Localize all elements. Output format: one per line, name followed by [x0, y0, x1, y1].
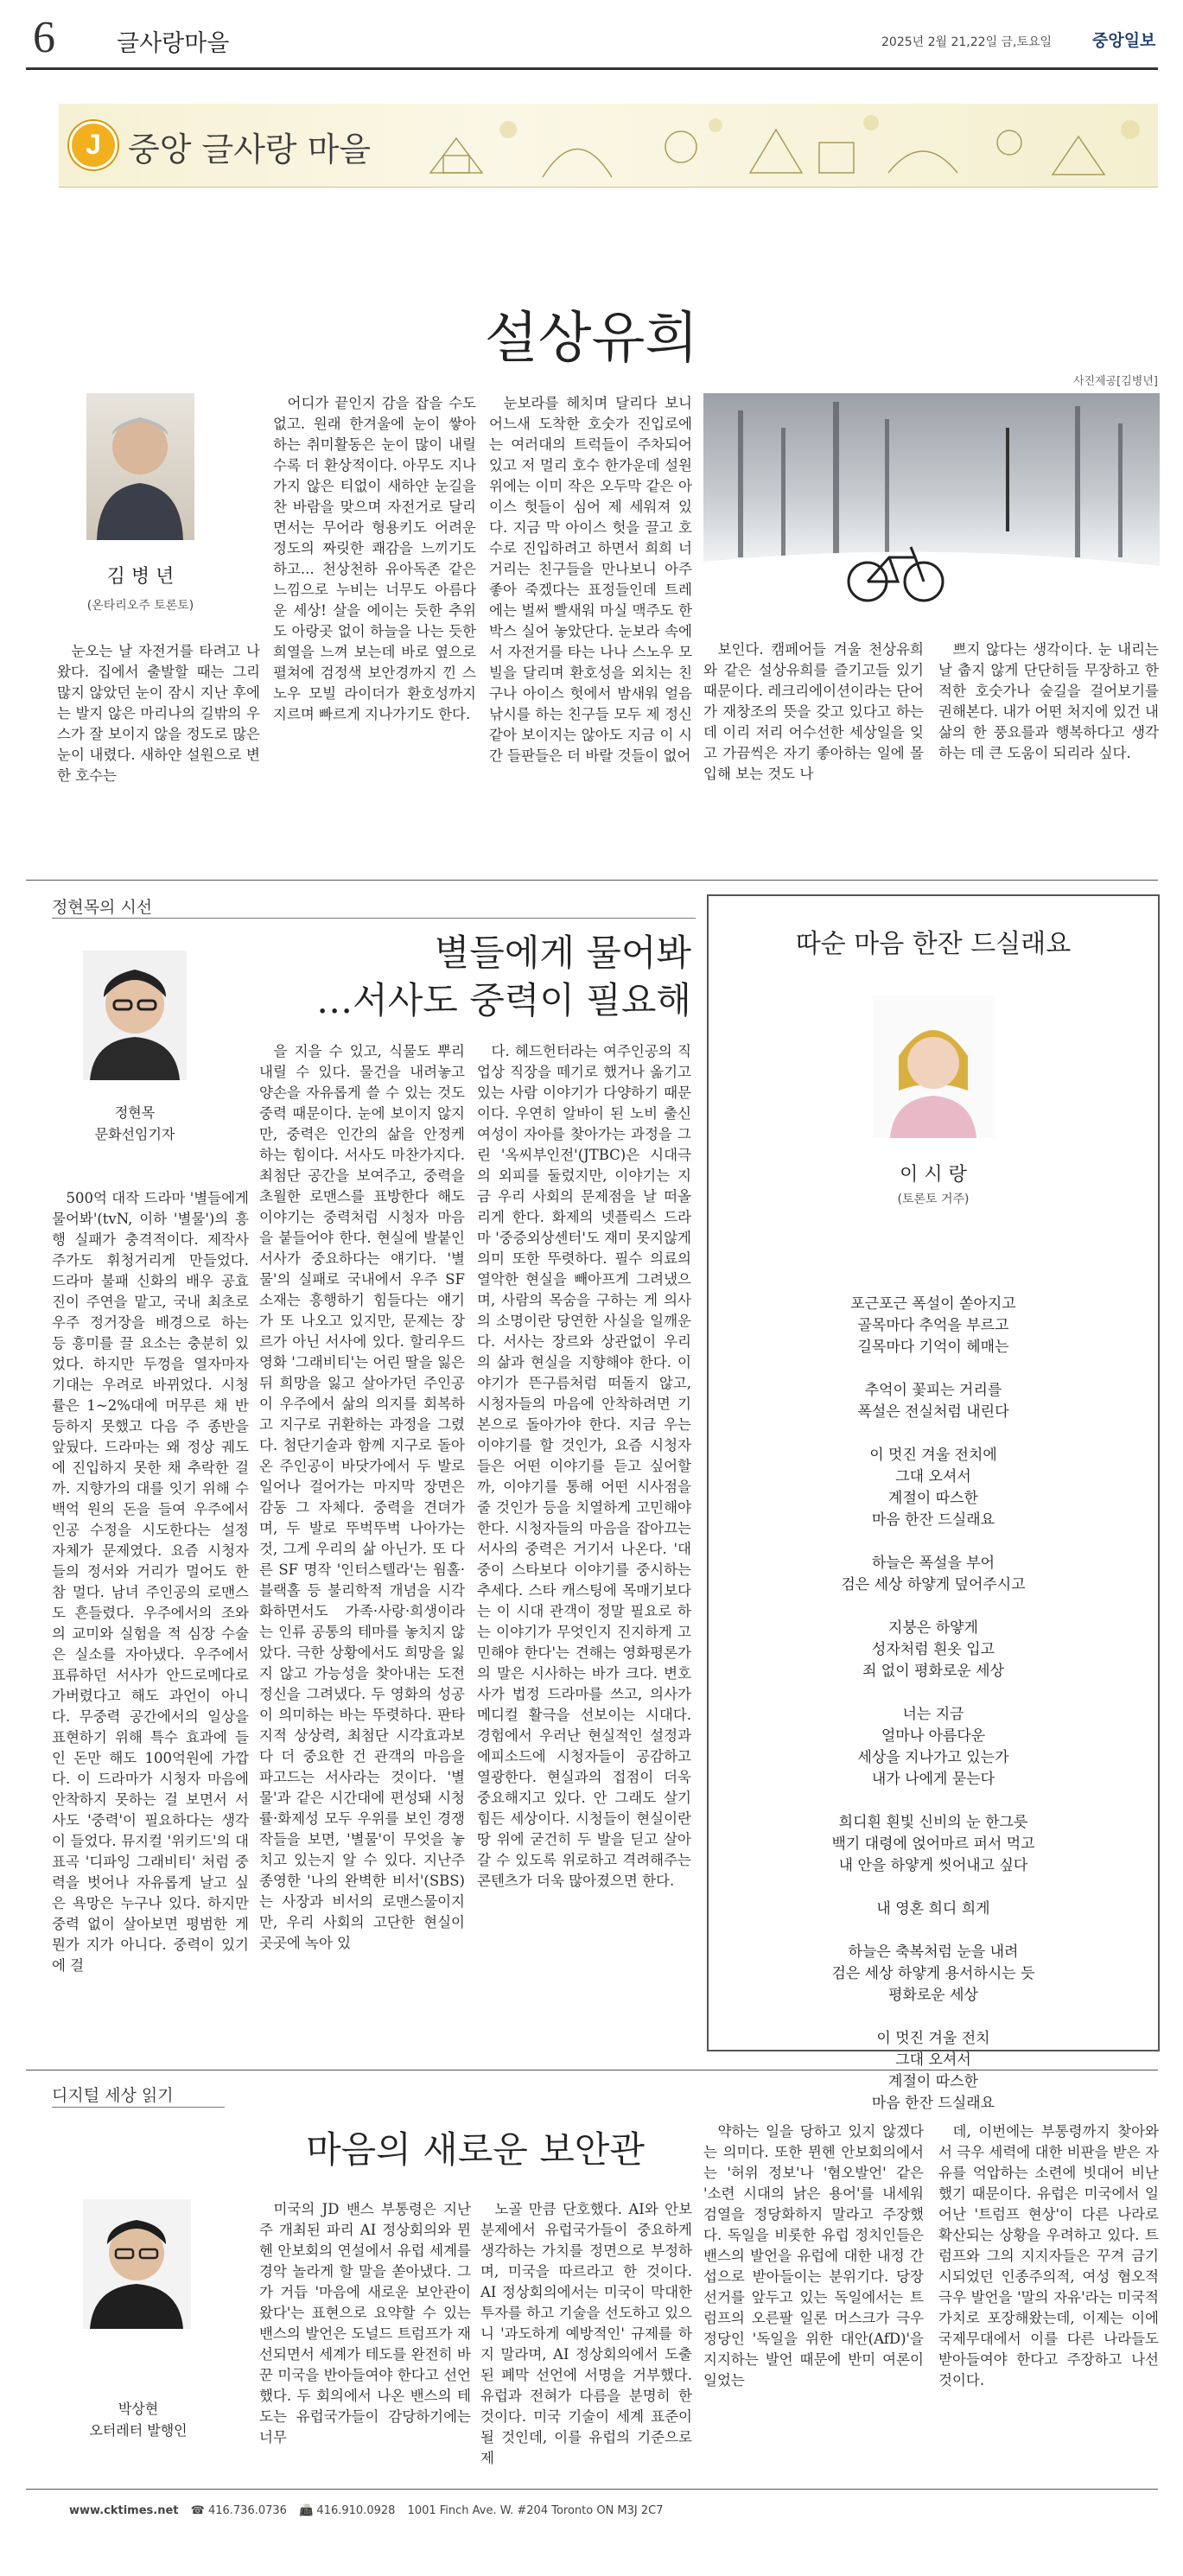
poem-line: 폭설은 전실처럼 내린다	[857, 1403, 1009, 1421]
article1-col4: 보인다. 캠페어들 겨울 천상유희와 같은 설상유희를 즐기고들 있기 때문이다. 레크리에이션이라는 단어가 재창조의 뜻을 갖고 있다고 하는데 이리 저리 어수선한 세상일을 잊고 가끔씩은 자기 좋아하는 일에 몰입해 보는 것도 나	[703, 641, 924, 782]
article1-author-photo	[86, 393, 194, 540]
poem-line: 계절이 따스한	[888, 1490, 978, 1507]
banner-title: 중앙 글사랑 마을	[128, 130, 372, 169]
article2-column-name: 정현목의 시선	[52, 898, 153, 917]
poem-line: 마음 한잔 드실래요	[871, 1511, 995, 1529]
poem-line: 추억이 꽃피는 거리를	[864, 1382, 1002, 1399]
poem-line: 내 안을 하얗게 씻어내고 싶다	[838, 1857, 1028, 1874]
article3-author-photo	[83, 2199, 191, 2329]
article1-photo-credit: 사진제공[김병년]	[1072, 375, 1158, 388]
poem-line: 이 멋진 겨울 전치	[876, 2030, 990, 2047]
article2-col2: 을 지을 수 있고, 식물도 뿌리 내릴 수 있다. 물건을 내려놓고 양손을 자유롭게 쓸 수 있는 것도 중력 때문이다. 눈에 보이지 않지만, 중력은 인간의 삶을 안정케 하는 힘이다. 서사도 마찬가지다. 최첨단 공간을 보여주고, 중력을 초월한 로맨스를 표방한다 해도 이야기는 중력처럼 시청자 마음을 붙들어야 한다. 현실에 발붙인 서사가 중요하다는 얘기다. '별물'의 실패로 국내에서 우주 SF 소재는 흥행하기 힘들다는 얘기가 또 나오고 있지만, 문제는 장르가 아닌 서사에 있다. 할리우드 영화 '그래비티'는 어린 딸을 잃은 뒤 희망을 잃고 살아가던 주인공이 우주에서 삶의 의지를 회복하고 지구로 귀환하는 과정을 그렸다. 첨단기술과 함께 지구로 돌아온 주인공이 바닷가에서 두 발로 일어나 걸어가는 마지막 장면은 감동 그 자체다. 중력을 견뎌가며, 두 발로 뚜벅뚜벅 나아가는 것, 그게 우리의 삶 아닌가. 또 다른 SF 명작 '인터스텔라'는 웜홀·블랙홀 등 불리학적 개념을 시각화하면서도 가족·사랑·희생이라는 인류 공통의 테마를 놓치지 않았다. 극한 상황에서도 희망을 잃지 않고 가능성을 찾아내는 도전 정신을 그려냈다. 두 영화의 성공이 의미하는 바는 뚜렷하다. 판타지적 상상력, 최첨단 시각효과보다 더 중요한 건 관객의 마음을 파고드는 서사라는 것이다. '별물'과 같은 시간대에 편성돼 시청률·화제성 모두 우위를 보인 경쟁작들을 보면, '별물'이 무엇을 놓치고 있는지 알 수 있다. 지난주 종영한 '나의 완벽한 비서'(SBS)는 사장과 비서의 로맨스물이지만, 우리 사회의 고단한 현실이 곳곳에 녹아 있	[259, 1043, 465, 1951]
article1-title: 설상유희	[484, 307, 699, 371]
article2-col1: 500억 대작 드라마 '별들에게 물어봐'(tvN, 이하 '별물')의 흥행 실패가 충격적이다. 제작사 주가도 휘청거리게 만들었다. 드라마 불패 신화의 배우 공효진이 주연을 맡고, 국내 최초로 우주 정거장을 배경으로 하는 등 흥미를 끌 요소는 충분히 있었다. 하지만 두껑을 열자마자 기대는 우려로 바뀌었다. 시청률은 1~2%대에 머무른 채 반등하지 못했고 다음 주 종반을 앞뒀다. 드라마는 왜 정상 궤도에 진입하지 못한 채 추락한 걸까. 지향가의 대를 잇기 위해 수백억 원의 돈을 들여 우주에서 인공 수정을 시도한다는 설정 자체가 문제였다. 요즘 시청자들의 정서와 거리가 멀어도 한참 멀다. 남녀 주인공의 로맨스도 흔들렸다. 우주에서의 조와의 교미와 실험을 적 심장 수술은 실소를 자아냈다. 우주에서 표류하던 서사가 안드로메다로 가버렸다고 해도 과언이 아니다. 무중력 공간에서의 일상을 표현하기 위해 특수 효과에 들인 돈만 해도 100억원에 가깝다. 이 드라마가 시청자 마음에 안착하지 못하는 걸 보면서 서사도 '중력'이 필요하다는 생각이 들었다. 뮤지컬 '위키드'의 대표곡 '디파잉 그래비티' 처럼 중력을 벗어나 자유롭게 날고 싶은 욕망은 누구나 있다. 하지만 중력 없이 살아보면 평범한 게 뭔가 지가 아니다. 중력이 있기에 걸	[52, 1190, 249, 1974]
article3-column-rule	[52, 2107, 225, 2108]
section-name: 글사랑마을	[117, 30, 230, 57]
poem-line: 성자처럼 흰옷 입고	[871, 1641, 995, 1658]
poem-line: 지붕은 하얗게	[888, 1619, 978, 1637]
poem-line: 얼마나 아름다운	[881, 1727, 986, 1745]
article2-column-rule	[52, 918, 696, 919]
poem-line: 하늘은 축복처럼 눈을 내려	[848, 1943, 1019, 1961]
poem-author-photo	[873, 995, 994, 1138]
page-header	[17, 12, 1167, 64]
poem-stanza	[743, 1294, 1123, 1358]
article3-col4: 데, 이번에는 부통령까지 찾아와서 극우 세력에 대한 비판을 받은 자유를 억압하는 소련에 빗대어 비난했기 때문이다. 유럽은 미국에서 일어난 '트럼프 현상'이 다른 나라로 확산되는 상황을 우려하고 있다. 트럼프와 그의 지지자들은 꾸겨 금기시되었던 인종주의적, 여성 혐오적 극우 발언을 '말의 자유'라는 미국적 가치로 포장해왔는데, 이제는 이에 국제무대에서 이를 다른 나라들도 받아들여야 한다고 주장하고 나선 것이다.	[938, 2123, 1159, 2388]
banner	[59, 104, 1158, 188]
poem-stanza	[743, 1942, 1123, 2007]
article1-col3: 눈보라를 헤치며 달리다 보니 어느새 도착한 호숫가 진입로에는 여러대의 트럭들이 주차되어 있고 저 멀리 호수 한가운데 설원 위에는 이미 작은 오두막 같은 아이스 헛들이 심어 제 세워져 있다. 지금 막 아이스 헛을 끌고 호수로 진입하려고 하면서 희희 너 거리는 친구들을 만나보니 아주 좋아 죽겠다는 표정들인데 트레에는 벌써 빨새워 마실 맥주도 한 박스 실어 놓았단다. 눈보라 속에서 자전거를 타는 나나 스노우 모빌을 달리며 환호성을 외치는 친구나 아이스 헛에서 밤새워 얼음낚시를 하는 친구들 모두 제 정신 같아 보이지는 않아도 지금 이 시간 들판들은 더 바랄 것들이 없어	[489, 395, 692, 764]
poem-line: 마음 한잔 드실래요	[871, 2095, 995, 2112]
poem-author-role: (토론토 거주)	[897, 1193, 970, 1206]
poem-stanza	[743, 1553, 1123, 1596]
portrait-icon	[873, 995, 994, 1138]
header-paper: 중앙일보	[1092, 31, 1156, 50]
poem-box	[707, 894, 1160, 2112]
article2-author-photo	[83, 951, 187, 1080]
article2-author-name: 정현목	[114, 1104, 156, 1121]
banner-logo	[69, 121, 118, 169]
poem-title: 따순 마음 한잔 드실래요	[795, 929, 1072, 959]
article2-author-role: 문화선임기자	[94, 1126, 175, 1142]
article1-bottom-rule	[26, 880, 1158, 881]
poem-stanza	[743, 1618, 1123, 1682]
article3-title: 마음의 새로운 보안관	[306, 2128, 645, 2171]
article1-col1: 눈오는 날 자전거를 타려고 나왔다. 집에서 출발할 때는 그리 많지 않았던 눈이 잠시 지난 후에는 발지 않은 마리나의 길밖의 우스가 잘 보이지 않을 정도로 많은 눈이 내렸다. 새하얀 설원으로 변한 호수는	[57, 643, 260, 784]
footer-website[interactable]: www.cktimes.net	[69, 2504, 179, 2517]
footer-phone: 416.736.0736	[207, 2504, 287, 2517]
header-date: 2025년 2월 21,22일 금,토요일	[881, 35, 1053, 49]
poem-stanza	[743, 1445, 1123, 1531]
footer-fax: 416.910.0928	[316, 2504, 396, 2517]
poem-line: 하늘은 폭설을 부어	[871, 1555, 995, 1572]
article2-title-line1: 별들에게 물어봐	[434, 932, 691, 974]
portrait-icon	[86, 393, 194, 540]
poem-line: 검은 세상 하얗게 용서하시는 듯	[831, 1965, 1035, 1982]
poem-line: 길목마다 기억이 헤매는	[857, 1339, 1009, 1356]
poem-stanza	[743, 1812, 1123, 1877]
phone-icon: ☎	[190, 2504, 205, 2517]
article3-author-role: 오터레터 발행인	[89, 2422, 188, 2439]
poem-line: 내가 나에게 묻는다	[871, 1771, 995, 1788]
poem-line: 이 멋진 겨울 전치에	[869, 1447, 997, 1464]
article3-column-name: 디지털 세상 읽기	[52, 2086, 174, 2105]
article3-col3: 약하는 일을 당하고 있지 않겠다는 의미다. 또한 뮌헨 안보회의에서는 '허위 정보'나 '혐오발언' 같은 '소련 시대의 낡은 용어'를 내세워 검열을 정당화하지 말라고 주장했다. 독일을 비롯한 유럽 정치인들은 밴스의 발언을 유럽에 대한 내정 간섭으로 받아들이는 분위기다. 당장 선거를 앞두고 있는 독일에서는 트럼프의 오른팔 일론 머스크가 극우 정당인 '독일을 위한 대안(AfD)'을 지지하는 발언 때문에 반미 여론이 일었는	[703, 2123, 924, 2388]
footer-address: 1001 Finch Ave. W. #204 Toronto ON M3J 2C7	[407, 2504, 664, 2517]
poem-line: 포근포근 폭설이 쏟아지고	[850, 1295, 1016, 1313]
poem-stanza	[743, 1380, 1123, 1423]
portrait-icon	[83, 951, 187, 1080]
page-number: 6	[33, 13, 55, 62]
poem-line: 계절이 따스한	[888, 2073, 978, 2090]
poem-stanza	[743, 2028, 1123, 2115]
article3-col1: 미국의 JD 밴스 부통령은 지난주 개최된 파리 AI 정상회의와 뮌헨 안보회의 연설에서 유럽 세계를 경악 놀라게 할 말을 쏟아냈다. 그가 거듭 '마음에 새로운 보안관이 왔다'는 표현으로 요약할 수 있는 밴스의 발언은 도널드 트럼프가 재선되면서 세계가 테도를 완전히 바꾼 미국을 반아들여야 한다고 선언했다. 두 회의에서 나온 밴스의 테도는 유럽국가들이 감당하기에는 너무	[259, 2201, 471, 2446]
poem-line: 평화로운 세상	[888, 1987, 978, 2004]
poem-line: 너는 지금	[902, 1706, 964, 1723]
article1-col5: 쁘지 않다는 생각이다. 눈 내리는 날 춥지 않게 단단히들 무장하고 한적한 호숫가나 숲길을 걸어보기를 권해본다. 내가 어떤 처지에 있건 내 삶의 한 풍요를과 행복하다고 생각하는 데 큰 도움이 되리라 싶다.	[938, 641, 1159, 761]
article1-author-name: 김 병 년	[106, 566, 175, 588]
footer	[69, 2504, 1106, 2517]
article2-title-line2: …서사도 중력이 필요해	[316, 979, 691, 1021]
banner-logo-letter: J	[86, 129, 101, 160]
article1-col2: 어디가 끝인지 감을 잡을 수도 없고. 원래 한겨울에 눈이 쌓아 하는 취미활동은 눈이 많이 내릴수록 더 환상적이다. 아무도 지나가지 않은 티없이 새하얀 눈길을 찬 바람을 맞으며 자전거로 달리면서는 무어라 형용키도 어려운 정도의 짜릿한 쾌감을 느끼기도 하고... 천상천하 유아독존 같은 느낌으로 누비는 너무도 아름다운 세상! 살을 에이는 듯한 추위도 아랑곳 없이 하늘을 나는 듯한 희열을 느껴 보는데 바로 옆으로 펼쳐에 검정색 보안경까지 낀 스노우 모빌 라이더가 환호성까지 지르며 빠르게 지나가기도 한다.	[273, 395, 476, 722]
portrait-icon	[83, 2199, 191, 2329]
snow-bike-illustration	[703, 393, 1160, 627]
poem-line: 희디흰 흰빛 신비의 눈 한그릇	[838, 1814, 1028, 1831]
poem-line: 세상을 지나가고 있는가	[857, 1749, 1009, 1766]
article1-photo	[703, 393, 1160, 627]
poem-line: 내 영혼 희디 희게	[876, 1900, 990, 1918]
poem-body	[743, 1294, 1123, 2136]
article1-author-role: (온타리오주 토론토)	[86, 599, 194, 613]
footer-rule	[26, 2489, 1158, 2490]
header-rule	[26, 67, 1158, 70]
poem-author-name: 이 시 랑	[900, 1164, 967, 1186]
poem-line: 백기 대령에 얹어마르 퍼서 먹고	[831, 1835, 1035, 1853]
article3-author-name: 박상현	[118, 2401, 159, 2417]
poem-line: 그대 오셔서	[895, 1468, 971, 1485]
poem-line: 검은 세상 하얗게 덮어주시고	[841, 1576, 1026, 1593]
poem-line: 골목마다 추억을 부르고	[857, 1317, 1009, 1334]
article3-col2: 노골 만큼 단호했다. AI와 안보 분제에서 유럽국가들이 중요하게 생각하는 가치를 정면으로 부정하며, 미국을 따르라고 한 것이다. AI 정상회의에서는 미국이 막대한 투자를 하고 기술을 선도하고 있으니 '과도하게 예방적인' 규제를 하지 말라며, AI 정상회의에서 도출된 폐막 선언에 서명을 거부했다. 유럽과 전혀가 다름을 분명히 한 것이다. 미국 기술이 세계 표준이 될 것인데, 이를 유럽의 기준으로 제	[480, 2201, 692, 2466]
poem-stanza	[743, 1704, 1123, 1790]
poem-line: 죄 없이 평화로운 세상	[862, 1663, 1004, 1680]
fax-icon: 📠	[299, 2504, 314, 2517]
poem-stanza	[743, 1899, 1123, 1920]
article2-col3: 다. 헤드헌터라는 여주인공의 직업상 직장을 떼기로 했거나 옮기고 있는 사람 이야기가 다양하기 때문이다. 우연히 알바이 된 노비 출신 여성이 자아를 찾아가는 과정을 그린 '옥씨부인전'(JTBC)은 시대극의 외피를 둘렀지만, 이야기는 지금 우리 사회의 문제점을 날 떠올리게 한다. 화제의 넷플릭스 드라마 '중증외상센터'도 재미 못지않게 의미 또한 뚜렷하다. 필수 의료의 열악한 현실을 빼아프게 그려냈으며, 사람의 목숨을 구하는 게 의사의 소명이란 당연한 사실을 일깨운다. 서사는 장르와 상관없이 우리의 삶과 현실을 지향해야 한다. 이야기가 뜬구름처럼 떠돌지 않고, 시청자들의 마음에 안착하려면 기본으로 돌아가야 한다. 지금 우는 이야기를 할 것인가, 요즘 시청자들은 어떤 이야기를 듣고 싶어할까, 이야기를 통해 어떤 시사점을 줄 것인가 등을 치열하게 고민해야 한다. 시청자들의 마음을 잡아끄는 서사의 중력은 거기서 나온다. '대중이 스타보다 이야기를 중시하는 추세다. 스타 캐스팅에 목매기보다는 이 시대 관객이 정말 필요로 하는 이야기가 무엇인지 진지하게 고민해야 한다'는 견해는 영화평론가의 말은 시사하는 바가 크다. 변호사가 법정 드라마를 쓰고, 의사가 메디컬 활극을 선보이는 시대다. 경험에서 우러난 현실적인 설정과 에피소드에 시청자들이 공감하고 열광한다. 현실과의 접점이 더욱 중요해지고 있다. 안 그래도 살기 힘든 세상이다. 시청들이 현실이란 땅 위에 굳건히 두 발을 딛고 살아갈 수 있도록 위로하고 격려해주는 콘텐츠가 더욱 많아졌으면 한다.	[477, 1043, 691, 1889]
poem-line: 그대 오셔서	[895, 2051, 971, 2069]
